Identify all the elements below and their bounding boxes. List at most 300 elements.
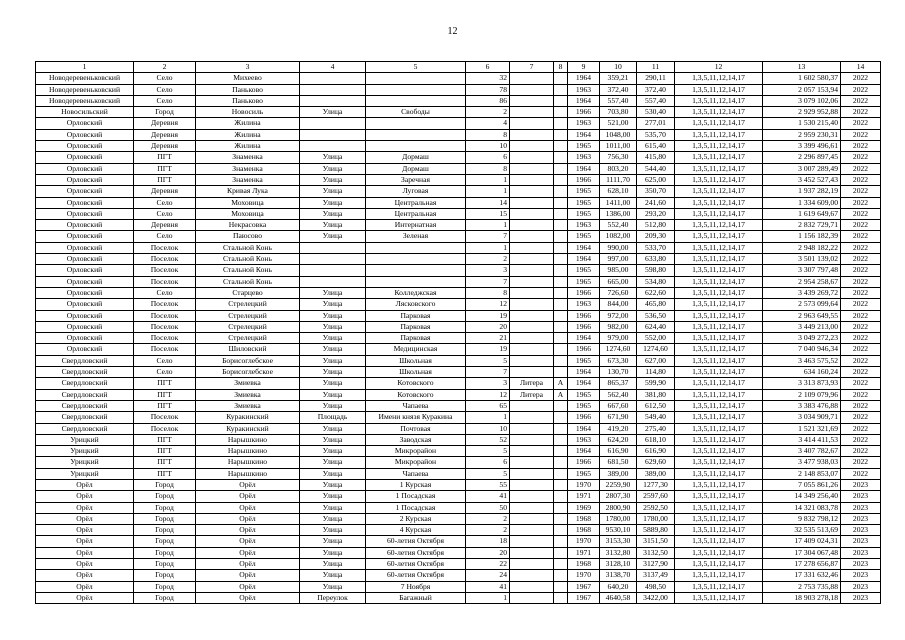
col-year-built: 1964: [568, 163, 600, 174]
col-building-letter: [554, 141, 568, 152]
col-settlement-type: Деревня: [134, 118, 196, 129]
col-settlement-type: Деревня: [134, 141, 196, 152]
col-district: Орёл: [36, 525, 134, 536]
col-year-built: 1965: [568, 389, 600, 400]
col-plan-year: 2022: [841, 73, 881, 84]
col-street-name: Чапаева: [366, 468, 466, 479]
col-building-type: [510, 73, 554, 84]
col-settlement-type: Поселок: [134, 344, 196, 355]
col-street-name: 7 Ноября: [366, 581, 466, 592]
col-total-area: 726,60: [600, 287, 637, 298]
col-work-types: 1,3,5,11,12,14,17: [675, 242, 763, 253]
col-year-built: 1964: [568, 129, 600, 140]
col-work-types: 1,3,5,11,12,14,17: [675, 525, 763, 536]
col-total-area: 640,20: [600, 581, 637, 592]
col-work-types: 1,3,5,11,12,14,17: [675, 208, 763, 219]
col-street-name: Почтовая: [366, 423, 466, 434]
col-building-type: [510, 457, 554, 468]
col-plan-year: 2022: [841, 367, 881, 378]
table-row: [36, 310, 881, 321]
col-settlement-type: Поселок: [134, 321, 196, 332]
col-living-area: 549,40: [637, 412, 675, 423]
col-plan-year: 2022: [841, 468, 881, 479]
col-house-number: 41: [466, 581, 510, 592]
col-street-name: [366, 242, 466, 253]
table-row: [36, 559, 881, 570]
col-total-area: 985,00: [600, 265, 637, 276]
col-house-number: 5: [466, 446, 510, 457]
col-plan-year: 2022: [841, 242, 881, 253]
col-district: Орёл: [36, 547, 134, 558]
col-work-types: 1,3,5,11,12,14,17: [675, 197, 763, 208]
col-building-letter: [554, 434, 568, 445]
col-street-type: [300, 84, 366, 95]
col-total-area: 3132,80: [600, 547, 637, 558]
col-work-types: 1,3,5,11,12,14,17: [675, 468, 763, 479]
col-cost: 14 321 083,78: [763, 502, 841, 513]
col-district: Свердловский: [36, 412, 134, 423]
col-building-type: [510, 152, 554, 163]
col-street-name: 60-летия Октября: [366, 536, 466, 547]
col-building-letter: [554, 479, 568, 490]
col-cost: 1 156 182,39: [763, 231, 841, 242]
col-settlement-type: Село: [134, 208, 196, 219]
col-year-built: 1965: [568, 141, 600, 152]
col-cost: 3 383 476,88: [763, 400, 841, 411]
col-plan-year: 2023: [841, 491, 881, 502]
col-year-built: 1971: [568, 547, 600, 558]
col-street-type: Улица: [300, 502, 366, 513]
col-plan-year: 2022: [841, 118, 881, 129]
col-plan-year: 2023: [841, 502, 881, 513]
col-year-built: 1967: [568, 581, 600, 592]
col-work-types: 1,3,5,11,12,14,17: [675, 412, 763, 423]
col-settlement-type: ПГТ: [134, 152, 196, 163]
col-building-letter: [554, 220, 568, 231]
col-building-letter: [554, 344, 568, 355]
col-street-name: 4 Курская: [366, 525, 466, 536]
col-settlement-name: Орёл: [196, 570, 300, 581]
col-settlement-type: Поселок: [134, 265, 196, 276]
col-living-area: 612,50: [637, 400, 675, 411]
col-settlement-name: Орёл: [196, 547, 300, 558]
col-district: Орловский: [36, 141, 134, 152]
col-settlement-name: Паньково: [196, 95, 300, 106]
col-street-type: Улица: [300, 152, 366, 163]
col-total-area: 130,70: [600, 367, 637, 378]
col-year-built: 1963: [568, 118, 600, 129]
col-settlement-type: Город: [134, 525, 196, 536]
col-district: Орловский: [36, 118, 134, 129]
col-street-name: Интернатная: [366, 220, 466, 231]
table-row: [36, 389, 881, 400]
col-plan-year: 2022: [841, 310, 881, 321]
col-street-type: Улица: [300, 367, 366, 378]
col-living-area: 3132,50: [637, 547, 675, 558]
col-work-types: 1,3,5,11,12,14,17: [675, 400, 763, 411]
col-settlement-name: Стрелецкий: [196, 321, 300, 332]
col-total-area: 419,20: [600, 423, 637, 434]
col-year-built: 1965: [568, 265, 600, 276]
col-settlement-type: ПГТ: [134, 163, 196, 174]
col-building-type: [510, 412, 554, 423]
col-settlement-type: Поселок: [134, 242, 196, 253]
col-settlement-type: Деревня: [134, 220, 196, 231]
col-street-name: [366, 141, 466, 152]
col-settlement-type: Город: [134, 107, 196, 118]
col-work-types: 1,3,5,11,12,14,17: [675, 163, 763, 174]
col-house-number: 65: [466, 400, 510, 411]
col-work-types: 1,3,5,11,12,14,17: [675, 95, 763, 106]
col-cost: 3 307 797,48: [763, 265, 841, 276]
col-building-type: [510, 559, 554, 570]
col-total-area: 521,00: [600, 118, 637, 129]
col-work-types: 1,3,5,11,12,14,17: [675, 479, 763, 490]
table-row: [36, 547, 881, 558]
col-total-area: 982,00: [600, 321, 637, 332]
table-row: [36, 231, 881, 242]
col-settlement-name: Жилина: [196, 118, 300, 129]
col-living-area: 381,80: [637, 389, 675, 400]
table-row: [36, 536, 881, 547]
col-building-letter: [554, 163, 568, 174]
col-cost: 3 439 269,72: [763, 287, 841, 298]
page-number: 12: [447, 26, 458, 37]
col-building-letter: [554, 355, 568, 366]
col-total-area: 990,00: [600, 242, 637, 253]
col-work-types: 1,3,5,11,12,14,17: [675, 423, 763, 434]
col-settlement-name: Моховица: [196, 197, 300, 208]
col-building-letter: [554, 536, 568, 547]
col-work-types: 1,3,5,11,12,14,17: [675, 107, 763, 118]
col-year-built: 1964: [568, 95, 600, 106]
col-living-area: 616,90: [637, 446, 675, 457]
col-street-type: Улица: [300, 525, 366, 536]
col-settlement-type: Поселок: [134, 310, 196, 321]
col-settlement-type: Поселок: [134, 276, 196, 287]
col-district: Орловский: [36, 152, 134, 163]
col-total-area: 2807,30: [600, 491, 637, 502]
col-plan-year: 2022: [841, 378, 881, 389]
header-cell-col-settlement-name: 3: [196, 62, 300, 73]
col-living-area: 3127,90: [637, 559, 675, 570]
col-building-letter: [554, 547, 568, 558]
col-building-letter: [554, 502, 568, 513]
col-total-area: 979,00: [600, 333, 637, 344]
col-building-letter: [554, 468, 568, 479]
col-house-number: 5: [466, 468, 510, 479]
col-building-type: [510, 491, 554, 502]
col-street-type: [300, 73, 366, 84]
col-district: Орёл: [36, 592, 134, 603]
header-cell-col-plan-year: 14: [841, 62, 881, 73]
col-building-letter: [554, 321, 568, 332]
col-settlement-type: ПГТ: [134, 446, 196, 457]
col-settlement-name: Орёл: [196, 559, 300, 570]
table-row: [36, 208, 881, 219]
col-district: Урицкий: [36, 457, 134, 468]
col-district: Новодеревеньковский: [36, 84, 134, 95]
col-district: Свердловский: [36, 423, 134, 434]
col-cost: 2 948 182,22: [763, 242, 841, 253]
table-row: [36, 73, 881, 84]
col-work-types: 1,3,5,11,12,14,17: [675, 536, 763, 547]
col-plan-year: 2023: [841, 592, 881, 603]
col-year-built: 1965: [568, 231, 600, 242]
col-street-type: [300, 254, 366, 265]
table-row: [36, 276, 881, 287]
col-building-type: [510, 367, 554, 378]
col-building-type: [510, 355, 554, 366]
col-house-number: 18: [466, 536, 510, 547]
col-building-letter: [554, 118, 568, 129]
col-house-number: 12: [466, 389, 510, 400]
col-district: Свердловский: [36, 400, 134, 411]
col-street-name: Школьная: [366, 367, 466, 378]
col-street-name: Котовского: [366, 378, 466, 389]
col-district: Орловский: [36, 344, 134, 355]
col-cost: 2 954 258,67: [763, 276, 841, 287]
col-street-type: Улица: [300, 547, 366, 558]
table-row: [36, 457, 881, 468]
col-year-built: 1963: [568, 299, 600, 310]
col-building-type: [510, 118, 554, 129]
col-district: Орловский: [36, 276, 134, 287]
col-settlement-type: Город: [134, 479, 196, 490]
col-house-number: 14: [466, 197, 510, 208]
col-cost: 3 501 139,02: [763, 254, 841, 265]
col-street-name: Школьная: [366, 355, 466, 366]
table-row: [36, 129, 881, 140]
col-settlement-type: Поселок: [134, 412, 196, 423]
col-building-type: [510, 163, 554, 174]
col-street-type: Улица: [300, 570, 366, 581]
col-district: Орёл: [36, 581, 134, 592]
col-total-area: 803,20: [600, 163, 637, 174]
col-year-built: 1964: [568, 73, 600, 84]
col-street-name: [366, 73, 466, 84]
col-building-letter: [554, 592, 568, 603]
col-cost: 3 049 272,23: [763, 333, 841, 344]
col-house-number: 12: [466, 299, 510, 310]
col-plan-year: 2022: [841, 197, 881, 208]
col-street-name: Колледжская: [366, 287, 466, 298]
col-year-built: 1964: [568, 254, 600, 265]
col-house-number: 20: [466, 321, 510, 332]
col-district: Урицкий: [36, 446, 134, 457]
col-building-letter: [554, 287, 568, 298]
col-cost: 3 034 909,71: [763, 412, 841, 423]
col-district: Орёл: [36, 502, 134, 513]
col-building-type: [510, 547, 554, 558]
col-settlement-name: Жилина: [196, 141, 300, 152]
col-plan-year: 2022: [841, 186, 881, 197]
col-street-name: [366, 95, 466, 106]
col-building-letter: [554, 299, 568, 310]
col-cost: 3 399 496,61: [763, 141, 841, 152]
col-building-letter: [554, 525, 568, 536]
col-street-type: [300, 141, 366, 152]
col-building-type: [510, 174, 554, 185]
col-house-number: 86: [466, 95, 510, 106]
table-row: [36, 513, 881, 524]
col-house-number: 2: [466, 513, 510, 524]
col-house-number: 8: [466, 163, 510, 174]
col-street-type: [300, 95, 366, 106]
col-living-area: 2597,60: [637, 491, 675, 502]
col-street-name: Котовского: [366, 389, 466, 400]
col-settlement-name: Стрелецкий: [196, 299, 300, 310]
col-building-type: [510, 333, 554, 344]
col-building-letter: [554, 152, 568, 163]
col-cost: 2 963 649,55: [763, 310, 841, 321]
col-year-built: 1963: [568, 84, 600, 95]
col-year-built: 1970: [568, 570, 600, 581]
col-district: Орловский: [36, 254, 134, 265]
col-building-type: [510, 265, 554, 276]
col-cost: 17 409 024,31: [763, 536, 841, 547]
col-street-name: Зеленая: [366, 231, 466, 242]
col-building-type: [510, 423, 554, 434]
col-house-number: 7: [466, 231, 510, 242]
col-living-area: 512,80: [637, 220, 675, 231]
col-district: Орёл: [36, 559, 134, 570]
col-settlement-type: Город: [134, 513, 196, 524]
col-year-built: 1966: [568, 174, 600, 185]
col-street-name: 60-летия Октября: [366, 559, 466, 570]
col-living-area: 3151,50: [637, 536, 675, 547]
col-street-name: Дормаш: [366, 152, 466, 163]
col-building-letter: [554, 208, 568, 219]
col-district: Орловский: [36, 208, 134, 219]
col-house-number: 21: [466, 333, 510, 344]
col-settlement-name: Куракинский: [196, 423, 300, 434]
col-settlement-type: Город: [134, 502, 196, 513]
col-building-type: [510, 129, 554, 140]
col-street-type: [300, 265, 366, 276]
col-district: Свердловский: [36, 367, 134, 378]
table-row: [36, 412, 881, 423]
col-street-type: Улица: [300, 581, 366, 592]
col-plan-year: 2022: [841, 355, 881, 366]
col-street-name: Заводская: [366, 434, 466, 445]
table-row: [36, 479, 881, 490]
table-row: [36, 186, 881, 197]
col-building-letter: [554, 559, 568, 570]
col-work-types: 1,3,5,11,12,14,17: [675, 570, 763, 581]
col-year-built: 1965: [568, 208, 600, 219]
col-building-letter: [554, 174, 568, 185]
col-work-types: 1,3,5,11,12,14,17: [675, 389, 763, 400]
col-house-number: 1: [466, 412, 510, 423]
col-street-name: Дормаш: [366, 163, 466, 174]
col-street-type: Улица: [300, 333, 366, 344]
col-building-letter: [554, 73, 568, 84]
col-street-type: Площадь: [300, 412, 366, 423]
col-building-type: [510, 208, 554, 219]
col-street-name: Парковая: [366, 333, 466, 344]
col-year-built: 1970: [568, 479, 600, 490]
col-street-type: Улица: [300, 513, 366, 524]
col-plan-year: 2022: [841, 446, 881, 457]
col-plan-year: 2022: [841, 299, 881, 310]
table-row: [36, 141, 881, 152]
col-total-area: 1111,70: [600, 174, 637, 185]
col-total-area: 1011,00: [600, 141, 637, 152]
col-settlement-type: ПГТ: [134, 468, 196, 479]
col-settlement-type: Село: [134, 287, 196, 298]
col-year-built: 1966: [568, 287, 600, 298]
col-living-area: 389,00: [637, 468, 675, 479]
col-total-area: 844,00: [600, 299, 637, 310]
col-cost: 3 452 527,43: [763, 174, 841, 185]
col-cost: 3 079 102,06: [763, 95, 841, 106]
col-work-types: 1,3,5,11,12,14,17: [675, 367, 763, 378]
col-settlement-name: Кривая Лука: [196, 186, 300, 197]
col-cost: 1 602 580,37: [763, 73, 841, 84]
col-settlement-name: Орёл: [196, 592, 300, 603]
col-street-name: Багажный: [366, 592, 466, 603]
col-street-type: Улица: [300, 231, 366, 242]
col-house-number: 19: [466, 344, 510, 355]
col-work-types: 1,3,5,11,12,14,17: [675, 220, 763, 231]
col-year-built: 1965: [568, 400, 600, 411]
col-cost: 2 959 230,31: [763, 129, 841, 140]
col-building-letter: [554, 129, 568, 140]
col-settlement-type: Поселок: [134, 299, 196, 310]
table-row: [36, 423, 881, 434]
col-building-type: [510, 141, 554, 152]
col-cost: 2 832 729,71: [763, 220, 841, 231]
col-street-type: Улица: [300, 559, 366, 570]
col-street-name: Микрорайон: [366, 457, 466, 468]
col-total-area: 552,40: [600, 220, 637, 231]
col-street-name: [366, 118, 466, 129]
col-cost: 17 331 632,46: [763, 570, 841, 581]
col-building-type: [510, 513, 554, 524]
header-cell-col-street-name: 5: [366, 62, 466, 73]
col-street-name: Медицинская: [366, 344, 466, 355]
col-street-type: Улица: [300, 423, 366, 434]
col-settlement-type: Деревня: [134, 129, 196, 140]
col-building-letter: [554, 265, 568, 276]
col-settlement-name: Орёл: [196, 513, 300, 524]
col-year-built: 1963: [568, 434, 600, 445]
col-year-built: 1969: [568, 502, 600, 513]
col-total-area: 1780,00: [600, 513, 637, 524]
col-living-area: 615,40: [637, 141, 675, 152]
col-living-area: 209,30: [637, 231, 675, 242]
col-total-area: 9530,10: [600, 525, 637, 536]
col-building-type: [510, 570, 554, 581]
col-house-number: 4: [466, 118, 510, 129]
col-plan-year: 2022: [841, 412, 881, 423]
col-street-type: Улица: [300, 457, 366, 468]
col-total-area: 865,37: [600, 378, 637, 389]
col-house-number: 32: [466, 73, 510, 84]
col-street-type: Улица: [300, 174, 366, 185]
table-row: [36, 287, 881, 298]
header-cell-col-cost: 13: [763, 62, 841, 73]
col-plan-year: 2022: [841, 84, 881, 95]
table-row: [36, 502, 881, 513]
col-total-area: 1411,00: [600, 197, 637, 208]
col-living-area: 599,90: [637, 378, 675, 389]
col-plan-year: 2022: [841, 400, 881, 411]
col-street-type: Улица: [300, 186, 366, 197]
table-row: [36, 220, 881, 231]
col-living-area: 552,00: [637, 333, 675, 344]
